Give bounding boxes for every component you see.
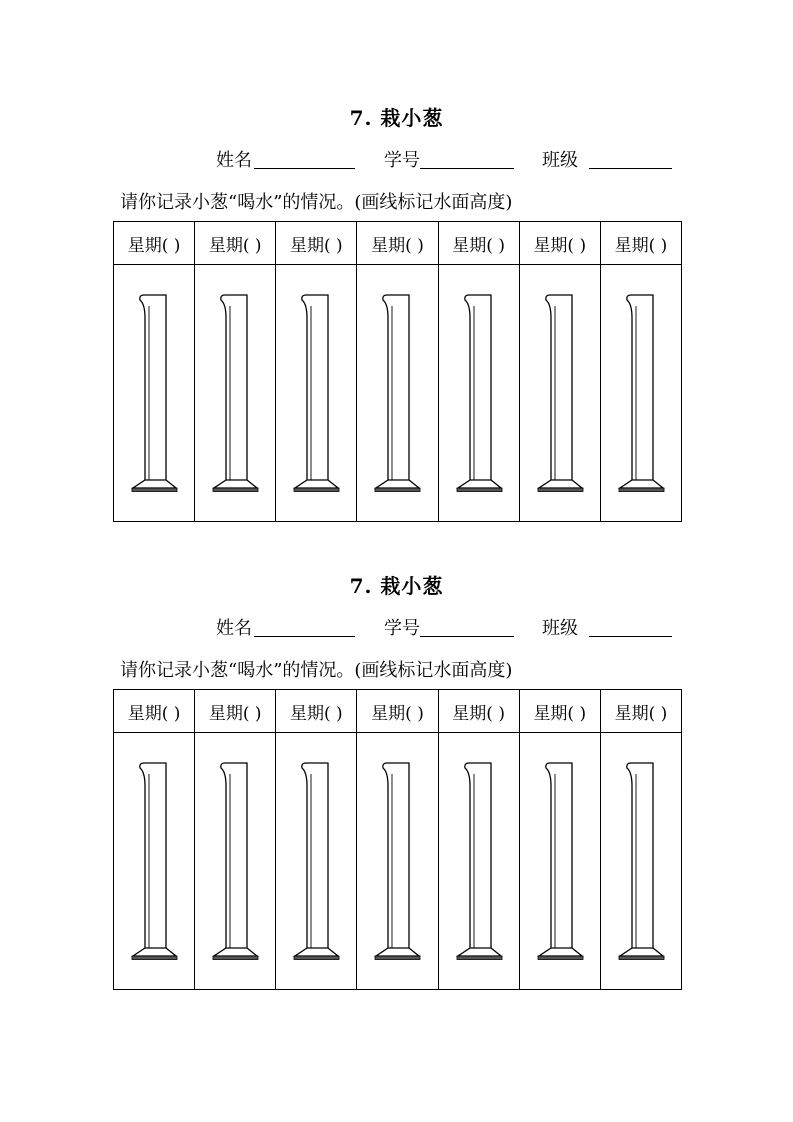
day-header-row [114, 222, 682, 265]
day-header-row [114, 690, 682, 733]
student-no-field[interactable] [420, 168, 514, 169]
graduated-cylinder-icon [535, 756, 585, 966]
graduated-cylinder-icon [372, 288, 422, 498]
day-header-7[interactable]: 星期( ) [600, 690, 681, 733]
graduated-cylinder-icon [535, 288, 585, 498]
worksheet-title: 7. 栽小葱 [349, 106, 444, 130]
day-header-1[interactable]: 星期( ) [114, 222, 195, 265]
graduated-cylinder-icon [129, 288, 179, 498]
graduated-cylinder-icon [291, 756, 341, 966]
class-label: 班级 [542, 150, 578, 171]
day-header-2[interactable]: 星期( ) [195, 222, 276, 265]
worksheet-title: 7. 栽小葱 [349, 574, 444, 598]
name-field[interactable] [254, 168, 355, 169]
day-header-6[interactable]: 星期( ) [519, 690, 600, 733]
graduated-cylinder-icon [616, 288, 666, 498]
graduated-cylinder-icon [454, 756, 504, 966]
instruction-text: 请你记录小葱“喝水”的情况。(画线标记水面高度) [120, 660, 513, 681]
day-header-4[interactable]: 星期( ) [357, 222, 438, 265]
class-label: 班级 [542, 618, 578, 639]
name-label: 姓名 [216, 150, 252, 171]
cylinder-cell-1[interactable] [114, 733, 195, 990]
name-label: 姓名 [216, 618, 252, 639]
cylinder-cell-4[interactable] [357, 733, 438, 990]
cylinder-cell-6[interactable] [519, 265, 600, 522]
cylinder-cell-4[interactable] [357, 265, 438, 522]
cylinder-cell-7[interactable] [600, 265, 681, 522]
day-header-1[interactable]: 星期( ) [114, 690, 195, 733]
cylinder-cell-2[interactable] [195, 265, 276, 522]
cylinder-row [114, 265, 682, 522]
cylinder-cell-6[interactable] [519, 733, 600, 990]
cylinder-cell-3[interactable] [276, 733, 357, 990]
graduated-cylinder-icon [129, 756, 179, 966]
cylinder-cell-5[interactable] [438, 733, 519, 990]
graduated-cylinder-icon [454, 288, 504, 498]
instruction-text: 请你记录小葱“喝水”的情况。(画线标记水面高度) [120, 192, 513, 213]
day-header-5[interactable]: 星期( ) [438, 690, 519, 733]
day-header-3[interactable]: 星期( ) [276, 690, 357, 733]
day-header-3[interactable]: 星期( ) [276, 222, 357, 265]
student-no-label: 学号 [384, 150, 420, 171]
cylinder-row [114, 733, 682, 990]
name-field[interactable] [254, 636, 355, 637]
student-no-label: 学号 [384, 618, 420, 639]
cylinder-cell-5[interactable] [438, 265, 519, 522]
graduated-cylinder-icon [291, 288, 341, 498]
cylinder-cell-1[interactable] [114, 265, 195, 522]
day-header-4[interactable]: 星期( ) [357, 690, 438, 733]
water-level-table [113, 689, 682, 990]
graduated-cylinder-icon [372, 756, 422, 966]
worksheet-1 [0, 100, 793, 520]
cylinder-cell-7[interactable] [600, 733, 681, 990]
student-no-field[interactable] [420, 636, 514, 637]
day-header-7[interactable]: 星期( ) [600, 222, 681, 265]
graduated-cylinder-icon [616, 756, 666, 966]
graduated-cylinder-icon [210, 288, 260, 498]
day-header-2[interactable]: 星期( ) [195, 690, 276, 733]
water-level-table [113, 221, 682, 522]
cylinder-cell-2[interactable] [195, 733, 276, 990]
class-field[interactable] [589, 636, 672, 637]
day-header-6[interactable]: 星期( ) [519, 222, 600, 265]
graduated-cylinder-icon [210, 756, 260, 966]
worksheet-2 [0, 568, 793, 988]
class-field[interactable] [589, 168, 672, 169]
cylinder-cell-3[interactable] [276, 265, 357, 522]
day-header-5[interactable]: 星期( ) [438, 222, 519, 265]
